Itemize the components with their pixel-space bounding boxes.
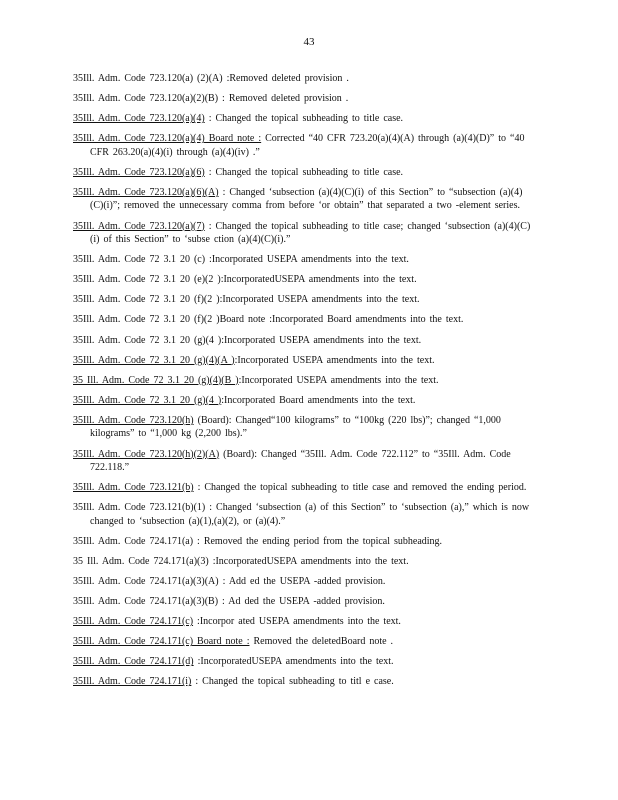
citation: 35Ill. Adm. Code 723.120(h)(2)(A) (73, 448, 220, 460)
citation: 35Ill. Adm. Code 72 3.1 20 (f)(2 ) (73, 314, 220, 326)
change-description: Removed the deletedBoard note . (249, 636, 394, 648)
amendment-entry (73, 481, 533, 495)
change-description: :IncorporatedUSEPA amendments into the text. (193, 656, 394, 668)
amendment-entry (73, 354, 533, 368)
change-description: Corrected “40 CFR 723.20(a)(4)(A) through (a)(4)(D)” to “40 CFR 263.20(a)(4)(i) through (a)(4)(iv) .” (90, 133, 525, 158)
amendment-entry (73, 166, 533, 180)
change-description: : Changed ‘subsection (a)(4)(C)(i) of this Section” to “subsection (a)(4)(C)(i)”; removed the unnecessary comma from before ‘or obtain” that separated a two -element series. (90, 186, 523, 212)
change-description: Board note :Incorporated Board amendments into the text. (219, 314, 464, 326)
change-description: : Removed the ending period from the topical subheading. (193, 535, 443, 547)
amendment-entry (73, 394, 533, 408)
change-description: : Changed the topical subheading to title case. (204, 166, 404, 178)
citation: 35Ill. Adm. Code 72 3.1 20 (f)(2 ) (73, 294, 220, 306)
change-description: : Changed ‘subsection (a) of this Section” to ‘subsection (a),” which is now changed to ‘subsection (a)(1),(a)(2), or (a)(4).” (90, 502, 530, 527)
change-description: :IncorporatedUSEPA amendments into the text. (208, 555, 409, 567)
amendment-entry (73, 535, 533, 549)
citation: 35Ill. Adm. Code 724.171(c) (73, 616, 194, 628)
amendment-entry (73, 92, 533, 106)
change-description: : Changed the topical subheading to title case and removed the ending period. (193, 482, 527, 494)
change-description: : Ad ded the USEPA -added provision. (218, 596, 385, 608)
amendment-entry (73, 595, 533, 609)
amendment-entry (73, 414, 533, 441)
change-description: :Incorporated USEPA amendments into the text. (221, 334, 422, 346)
citation: 35Ill. Adm. Code 723.120(a)(4) Board note : (73, 133, 262, 145)
change-description: :Incorporated USEPA amendments into the text. (219, 294, 420, 306)
citation: 35Ill. Adm. Code 724.171(c) Board note : (73, 636, 250, 648)
citation: 35Ill. Adm. Code 723.120(a)(7) (73, 220, 205, 232)
citation: 35Ill. Adm. Code 724.171(a)(3)(A) (73, 575, 219, 587)
citation: 35Ill. Adm. Code 724.171(a) (73, 535, 194, 547)
amendment-entry (73, 253, 533, 267)
change-description: (Board): Changed“100 kilograms” to “100kg (220 lbs)”; changed “1,000 kilograms” to “1,000 kg (2,200 lbs).” (90, 414, 501, 440)
change-description: :Incorpor ated USEPA amendments into the text. (193, 616, 401, 628)
citation: 35Ill. Adm. Code 72 3.1 20 (c) (73, 254, 206, 266)
amendment-entry (73, 293, 533, 307)
change-description: (Board): Changed “35Ill. Adm. Code 722.112” to “35Ill. Adm. Code 722.118.” (90, 448, 511, 473)
change-description: : Changed the topical subheading to titl e case. (191, 676, 394, 688)
citation: 35Ill. Adm. Code 723.120(a)(6) (73, 166, 205, 178)
change-description: : Removed deleted provision . (218, 93, 349, 105)
change-description: :Incorporated USEPA amendments into the text. (205, 254, 409, 266)
citation: 35Ill. Adm. Code 72 3.1 20 (g)(4 ) (73, 394, 222, 406)
amendment-entry (73, 635, 533, 649)
citation: 35Ill. Adm. Code 72 3.1 20 (g)(4 ) (73, 334, 222, 346)
change-description: :Removed deleted provision . (222, 73, 349, 84)
citation: 35 Ill. Adm. Code 72 3.1 20 (g)(4)(B ) (73, 374, 239, 386)
citation: 35Ill. Adm. Code 723.120(a)(2)(B) (73, 93, 219, 105)
amendment-entry (73, 655, 533, 669)
change-description: :IncorporatedUSEPA amendments into the text. (220, 274, 417, 286)
amendment-entry (73, 313, 533, 327)
amendment-entry (73, 112, 533, 126)
amendment-entry (73, 575, 533, 589)
change-description: :Incorporated USEPA amendments into the text. (234, 354, 435, 366)
change-description: :Incorporated Board amendments into the text. (221, 394, 416, 406)
citation: 35Ill. Adm. Code 723.120(a)(4) (73, 113, 205, 125)
citation: 35Ill. Adm. Code 723.121(b)(1) (73, 502, 206, 514)
citation: 35 Ill. Adm. Code 724.171(a)(3) (73, 555, 209, 567)
change-description: : Add ed the USEPA -added provision. (218, 575, 386, 587)
citation: 35Ill. Adm. Code 723.121(b) (73, 482, 194, 494)
citation: 35Ill. Adm. Code 72 3.1 20 (e)(2 ) (73, 274, 221, 286)
citation: 35Ill. Adm. Code 724.171(i) (73, 676, 192, 688)
amendment-entry (73, 501, 533, 528)
amendment-entry (73, 448, 533, 475)
amendment-entry (73, 555, 533, 569)
page-number: 43 (303, 36, 315, 48)
citation: 35Ill. Adm. Code 724.171(d) (73, 656, 194, 668)
amendment-entry (73, 675, 533, 689)
citation: 35Ill. Adm. Code 723.120(a) (2)(A) (73, 73, 223, 84)
amendment-entry (73, 273, 533, 287)
amendment-entry (73, 615, 533, 629)
citation: 35Ill. Adm. Code 72 3.1 20 (g)(4)(A ) (73, 354, 235, 366)
amendment-entry (73, 374, 533, 388)
amendment-entry (73, 132, 533, 159)
amendment-list (73, 72, 533, 696)
amendment-entry (73, 72, 533, 86)
amendment-entry (73, 220, 533, 247)
citation: 35Ill. Adm. Code 724.171(a)(3)(B) (73, 596, 219, 608)
change-description: : Changed the topical subheading to title case; changed ‘subsection (a)(4)(C)(i) of this Section” to ‘subse ction (a)(4)(C)(i).” (90, 220, 531, 246)
amendment-entry (73, 334, 533, 348)
citation: 35Ill. Adm. Code 723.120(h) (73, 414, 194, 426)
citation: 35Ill. Adm. Code 723.120(a)(6)(A) (73, 186, 219, 198)
amendment-entry (73, 186, 533, 213)
change-description: :Incorporated USEPA amendments into the text. (238, 374, 439, 386)
change-description: : Changed the topical subheading to title case. (204, 113, 404, 125)
